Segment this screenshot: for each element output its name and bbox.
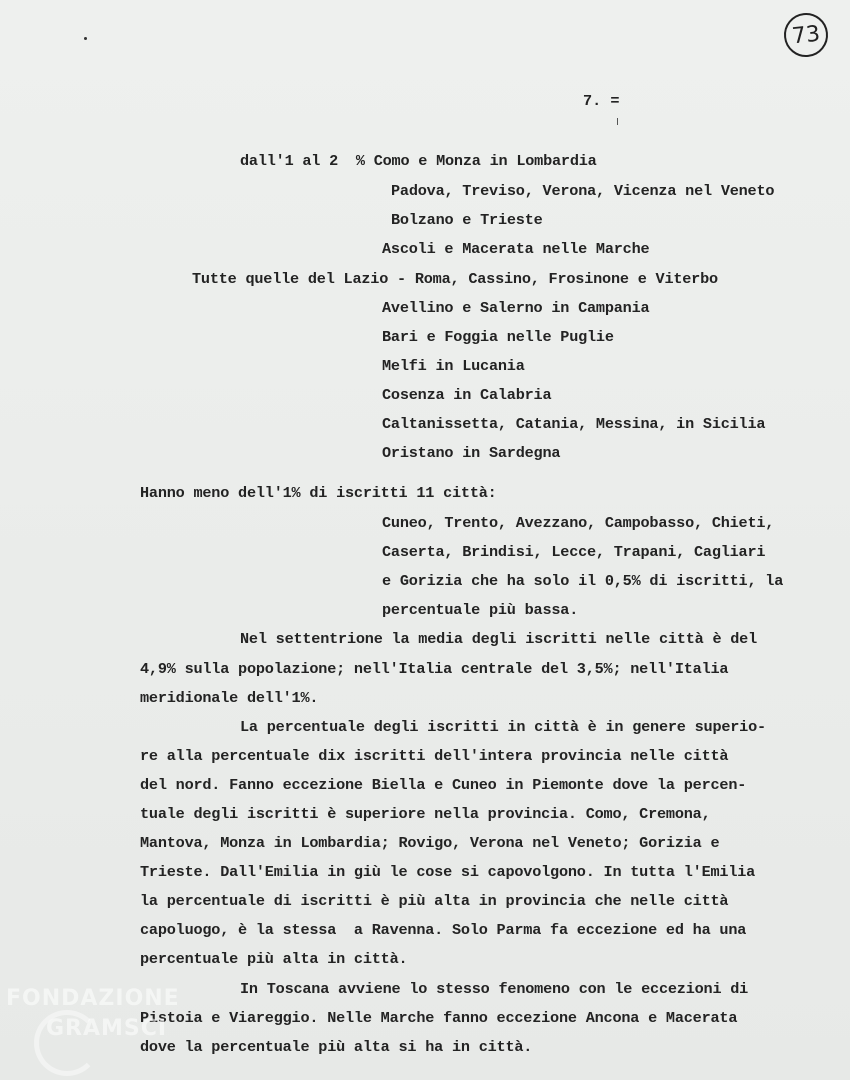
- paper-speck: [84, 37, 87, 40]
- text-line: meridionale dell'1%.: [140, 689, 319, 707]
- archive-page-stamp: 73: [782, 11, 830, 59]
- text-line: Oristano in Sardegna: [382, 444, 561, 462]
- text-line: tuale degli iscritti è superiore nella provincia. Como, Cremona,: [140, 805, 711, 823]
- text-line: Caserta, Brindisi, Lecce, Trapani, Cagliari: [382, 543, 766, 561]
- text-line: Ascoli e Macerata nelle Marche: [382, 240, 650, 258]
- text-line: Caltanissetta, Catania, Messina, in Sicilia: [382, 415, 766, 433]
- text-line: Trieste. Dall'Emilia in giù le cose si capovolgono. In tutta l'Emilia: [140, 863, 756, 881]
- text-line: Hanno meno dell'1% di iscritti 11 città:: [140, 484, 497, 502]
- text-line: Bolzano e Trieste: [391, 211, 543, 229]
- text-line: Tutte quelle del Lazio - Roma, Cassino, Frosinone e Viterbo: [192, 270, 718, 288]
- text-line: percentuale più alta in città.: [140, 950, 408, 968]
- text-line: Mantova, Monza in Lombardia; Rovigo, Verona nel Veneto; Gorizia e: [140, 834, 720, 852]
- text-line: La percentuale degli iscritti in città è in genere superio-: [240, 718, 766, 736]
- page-number: 7. =: [583, 92, 620, 110]
- text-line: Bari e Foggia nelle Puglie: [382, 328, 614, 346]
- text-line: la percentuale di iscritti è più alta in provincia che nelle città: [140, 892, 729, 910]
- text-line: In Toscana avviene lo stesso fenomeno con le eccezioni di: [240, 980, 749, 998]
- text-line: re alla percentuale dix iscritti dell'intera provincia nelle città: [140, 747, 729, 765]
- text-line: dove la percentuale più alta si ha in città.: [140, 1038, 533, 1056]
- watermark: [6, 988, 180, 1040]
- text-line: Pistoia e Viareggio. Nelle Marche fanno eccezione Ancona e Macerata: [140, 1009, 738, 1027]
- text-line: Nel settentrione la media degli iscritti nelle città è del: [240, 630, 758, 648]
- text-line: dall'1 al 2 % Como e Monza in Lombardia: [240, 152, 597, 170]
- text-line: Melfi in Lucania: [382, 357, 525, 375]
- text-line: e Gorizia che ha solo il 0,5% di iscritti, la: [382, 572, 784, 590]
- text-line: Cuneo, Trento, Avezzano, Campobasso, Chieti,: [382, 514, 775, 532]
- watermark-line: FONDAZIONE: [6, 986, 180, 1011]
- paper-mark: [617, 118, 618, 125]
- text-line: Cosenza in Calabria: [382, 386, 552, 404]
- text-line: Avellino e Salerno in Campania: [382, 299, 650, 317]
- text-line: percentuale più bassa.: [382, 601, 579, 619]
- text-line: 4,9% sulla popolazione; nell'Italia centrale del 3,5%; nell'Italia: [140, 660, 729, 678]
- text-line: Padova, Treviso, Verona, Vicenza nel Veneto: [391, 182, 775, 200]
- text-line: del nord. Fanno eccezione Biella e Cuneo in Piemonte dove la percen-: [140, 776, 747, 794]
- text-line: capoluogo, è la stessa a Ravenna. Solo Parma fa eccezione ed ha una: [140, 921, 747, 939]
- watermark-line: GRAMSCI: [46, 1016, 168, 1041]
